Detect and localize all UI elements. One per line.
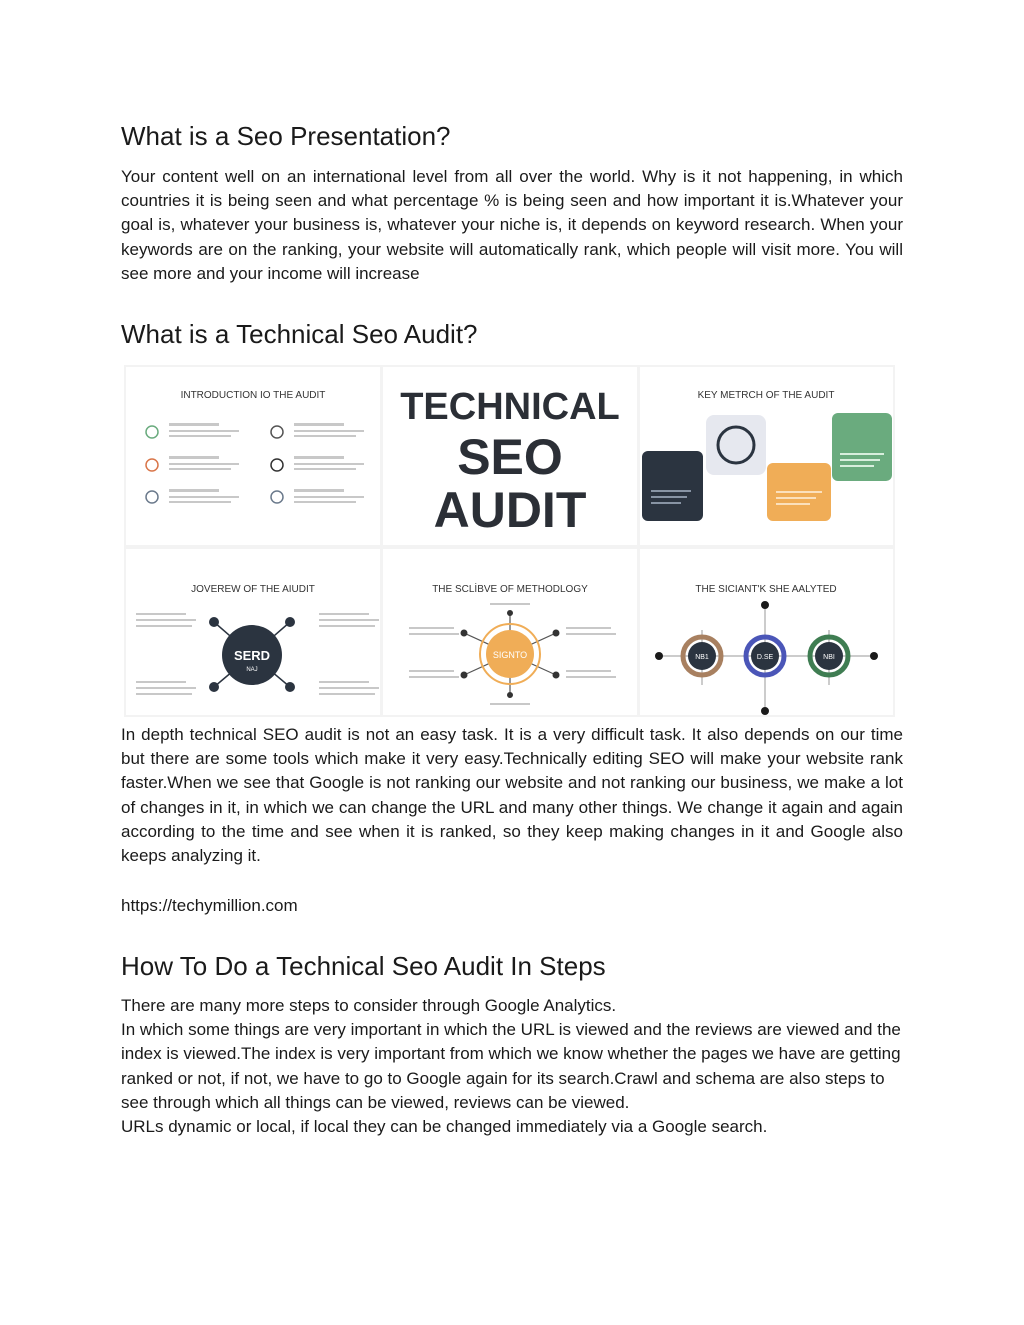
audit-steps-line-1: There are many more steps to consider through Google Analytics. (121, 996, 617, 1015)
metric-card-dark (642, 451, 703, 521)
overview-hub-label: SERD (233, 648, 271, 663)
metric-card-globe (706, 415, 766, 475)
panel-introduction-title: INTRODUCTION IO THE AUDIT (180, 390, 326, 401)
source-link[interactable]: https://techymillion.com (121, 896, 298, 915)
analysed-node-3-label: NBI (823, 654, 835, 661)
heading-technical-seo-audit: What is a Technical Seo Audit? (121, 319, 478, 349)
panel-key-metrics-title: KEY METRCH OF THE AUDIT (697, 390, 835, 401)
analysed-node-2-label: D.SE (756, 654, 774, 661)
paragraph-audit-steps (121, 994, 903, 1139)
audit-steps-line-2: In which some things are very important in which the URL is viewed and the reviews are viewed and the index is viewed.The index is very important from which we know whether the pages we have are getting ranked or not, if not, we have to go to Google again for its search.Crawl and schema are also steps to see through which all things can be viewed, reviews can be viewed. (121, 1020, 901, 1112)
overview-hub-sub: NAJ (246, 667, 258, 673)
panel-title-line-2: SEO (457, 429, 563, 485)
panel-title-line-1: TECHNICAL (400, 386, 620, 428)
panel-title-line-3: AUDIT (433, 482, 587, 538)
heading-audit-steps: How To Do a Technical Seo Audit In Steps (121, 951, 606, 981)
audit-steps-line-3: URLs dynamic or local, if local they can be changed immediately via a Google search. (121, 1117, 768, 1137)
panel-methodology-title: THE SCLİBVE OF METHODLOGY (432, 584, 588, 595)
panel-analysed-title: THE SICIANT'K SHE AALYTED (695, 584, 837, 595)
paragraph-seo-presentation: Your content well on an international level from all over the world. Why is it not happening, in which countries it is being seen and what percentage % is being seen and how important it is.Whatever your goal is, whatever your business is, whatever your niche is, it depends on keyword research. When your keywords are on the ranking, your website will automatically rank, which people will visit more. You will see more and your income will increase (121, 167, 903, 283)
analysed-node-1-label: NB1 (695, 654, 709, 661)
technical-seo-audit-infographic (124, 365, 895, 717)
panel-overview-title: JOVEREW OF THE AIUDIT (191, 584, 315, 595)
heading-seo-presentation: What is a Seo Presentation? (121, 121, 451, 151)
metric-card-green (832, 413, 892, 481)
methodology-hub-label: SIGNTO (492, 650, 528, 660)
paragraph-technical-seo-audit: In depth technical SEO audit is not an easy task. It is a very difficult task. It also depends on our time but there are some tools which make it very easy.Technically editing SEO will make your website rank faster.When we see that Google is not ranking our website and not ranking our business, we make a lot of changes in it, in which we can change the URL and many other things. We change it again and again according to the time and see when it is ranked, so they keep making changes in it and Google also keeps analyzing it. (121, 725, 903, 866)
